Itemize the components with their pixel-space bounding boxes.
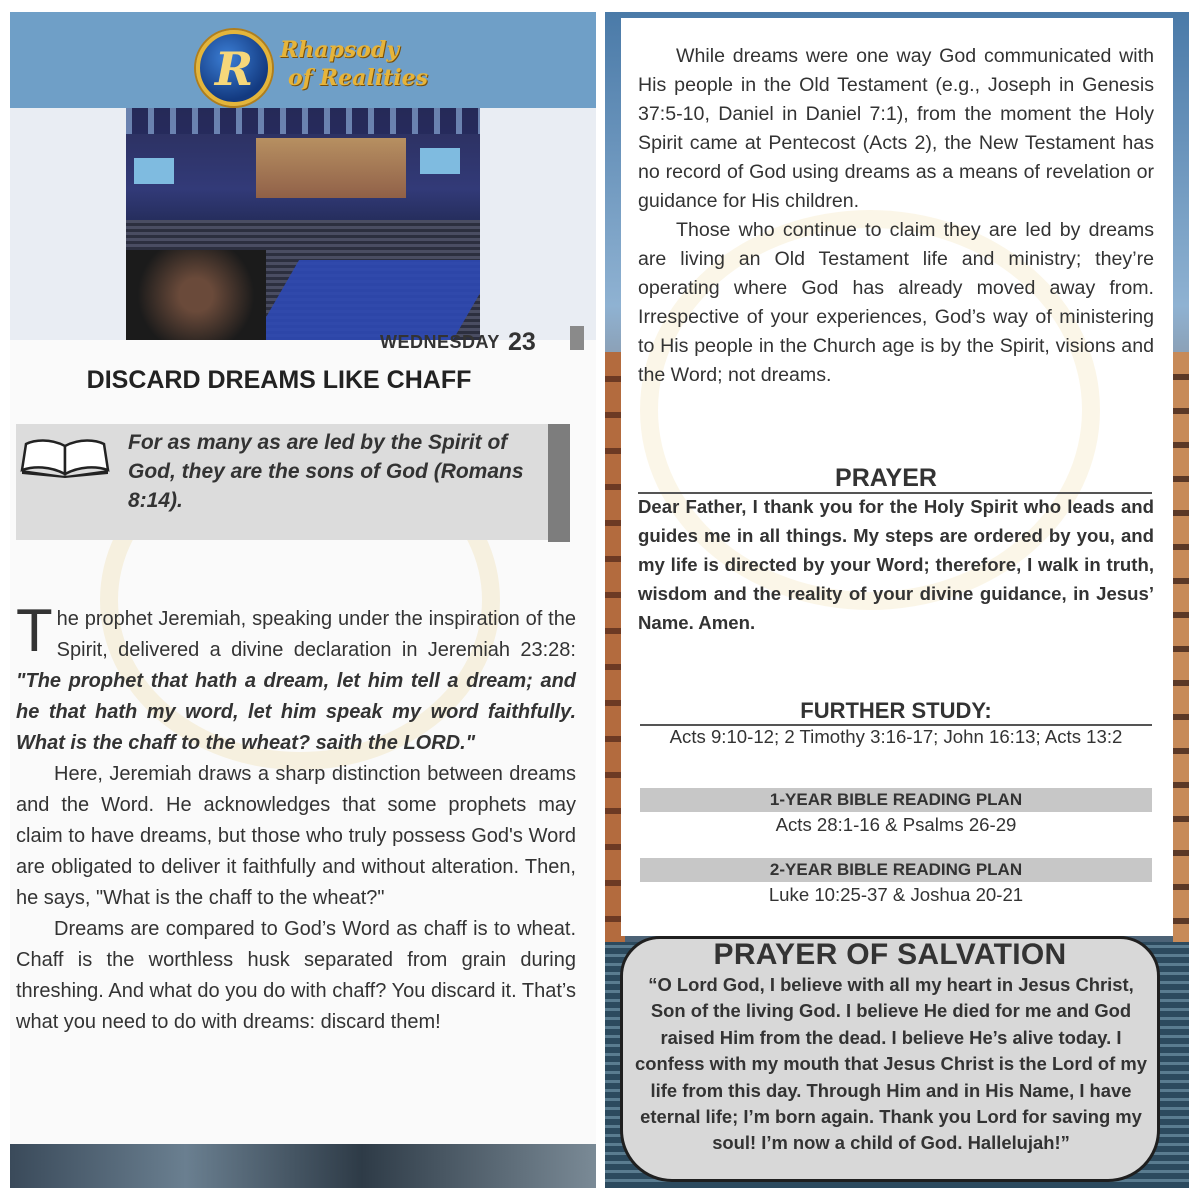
- water-strip: [10, 1144, 596, 1188]
- paragraph-2: Here, Jeremiah draws a sharp distinction between dreams and the Word. He acknowledges that some prophets may claim to have dreams, but those who truly possess God's Word are obligated to deliver it faithfully and without alteration. Then, he says, "What is the chaff to the wheat?": [16, 763, 576, 909]
- jeremiah-quote: "The prophet that hath a dream, let him tell a dream; and he that hath my word, let him speak my word faithfully. What is the chaff to the wheat? saith the LORD.": [16, 670, 576, 754]
- logo-emblem-icon: R: [196, 30, 272, 106]
- paragraph-3: Dreams are compared to God’s Word as chaff is to wheat. Chaff is the worthless husk separated from grain during threshing. And what do you do with chaff? You discard it. That’s what you need to do with dreams: discard them!: [16, 918, 576, 1033]
- paragraph-4: While dreams were one way God communicated with His people in the Old Testament (e.g., Joseph in Genesis 37:5-10, Daniel in Daniel 7:1), from the moment the Holy Spirit came at Pentecost (Acts 2), the New Testament has no record of God using dreams as a means of revelation or guidance for His children.: [638, 45, 1154, 212]
- date-number: 23: [508, 328, 536, 356]
- scripture-verse: For as many as are led by the Spirit of God, they are the sons of God (Romans 8:14).: [128, 431, 524, 512]
- prayer-text: Dear Father, I thank you for the Holy Spirit who leads and guides me in all things. My steps are ordered by you, and my life is directed by your Word; therefore, I walk in truth, wisdom and the reality of your divine guidance, in Jesus’ Name. Amen.: [638, 496, 1154, 633]
- scripture-side-bar: [548, 424, 570, 542]
- drop-cap: T: [16, 597, 53, 664]
- logo-wordmark: [280, 36, 430, 92]
- paragraph-5: Those who continue to claim they are led by dreams are living an Old Testament life and ministry; they’re operating where God has already moved away from. Irrespective of your experiences, God’s way of ministering to His people in the Church age is by the Spirit, visions and the Word; not dreams.: [638, 219, 1154, 386]
- date-tab-marker: [570, 326, 584, 350]
- open-bible-icon: [20, 436, 110, 478]
- further-study-text: Acts 9:10-12; 2 Timothy 3:16-17; John 16:13; Acts 13:2: [669, 726, 1123, 747]
- one-year-plan-heading: 1-YEAR BIBLE READING PLAN: [640, 788, 1152, 812]
- article-body-right: [638, 42, 1154, 390]
- page-title: DISCARD DREAMS LIKE CHAFF: [86, 366, 472, 394]
- logo-line1: Rhapsody: [280, 37, 400, 63]
- salvation-text: “O Lord God, I believe with all my heart in Jesus Christ, Son of the living God. I believe He died for me and God raised Him from the dead. I believe He’s alive today. I confess with my mouth that Jesus Christ is the Lord of my life from this day. Through Him and in His Name, I have eternal life; I’m born again. Thank you Lord for saving my soul! I’m now a child of God. Hallelujah!”: [635, 974, 1147, 1154]
- two-year-plan-text: Luke 10:25-37 & Joshua 20-21: [768, 884, 1024, 905]
- further-study-heading: FURTHER STUDY:: [800, 698, 992, 723]
- day-label: WEDNESDAY: [380, 332, 500, 352]
- article-body-left: [16, 597, 576, 1038]
- rhapsody-logo: [196, 30, 426, 106]
- worship-crowd-photo: [126, 108, 480, 340]
- salvation-heading: PRAYER OF SALVATION: [713, 938, 1067, 971]
- logo-line2: of Realities: [288, 65, 428, 91]
- one-year-plan-text: Acts 28:1-16 & Psalms 26-29: [775, 814, 1017, 835]
- two-year-plan-heading: 2-YEAR BIBLE READING PLAN: [640, 858, 1152, 882]
- prayer-heading: PRAYER: [835, 464, 937, 492]
- paragraph-1-lead: he prophet Jeremiah, speaking under the inspiration of the Spirit, delivered a divine declaration in Jeremiah 23:28:: [56, 608, 576, 661]
- paragraph-1: [16, 597, 576, 759]
